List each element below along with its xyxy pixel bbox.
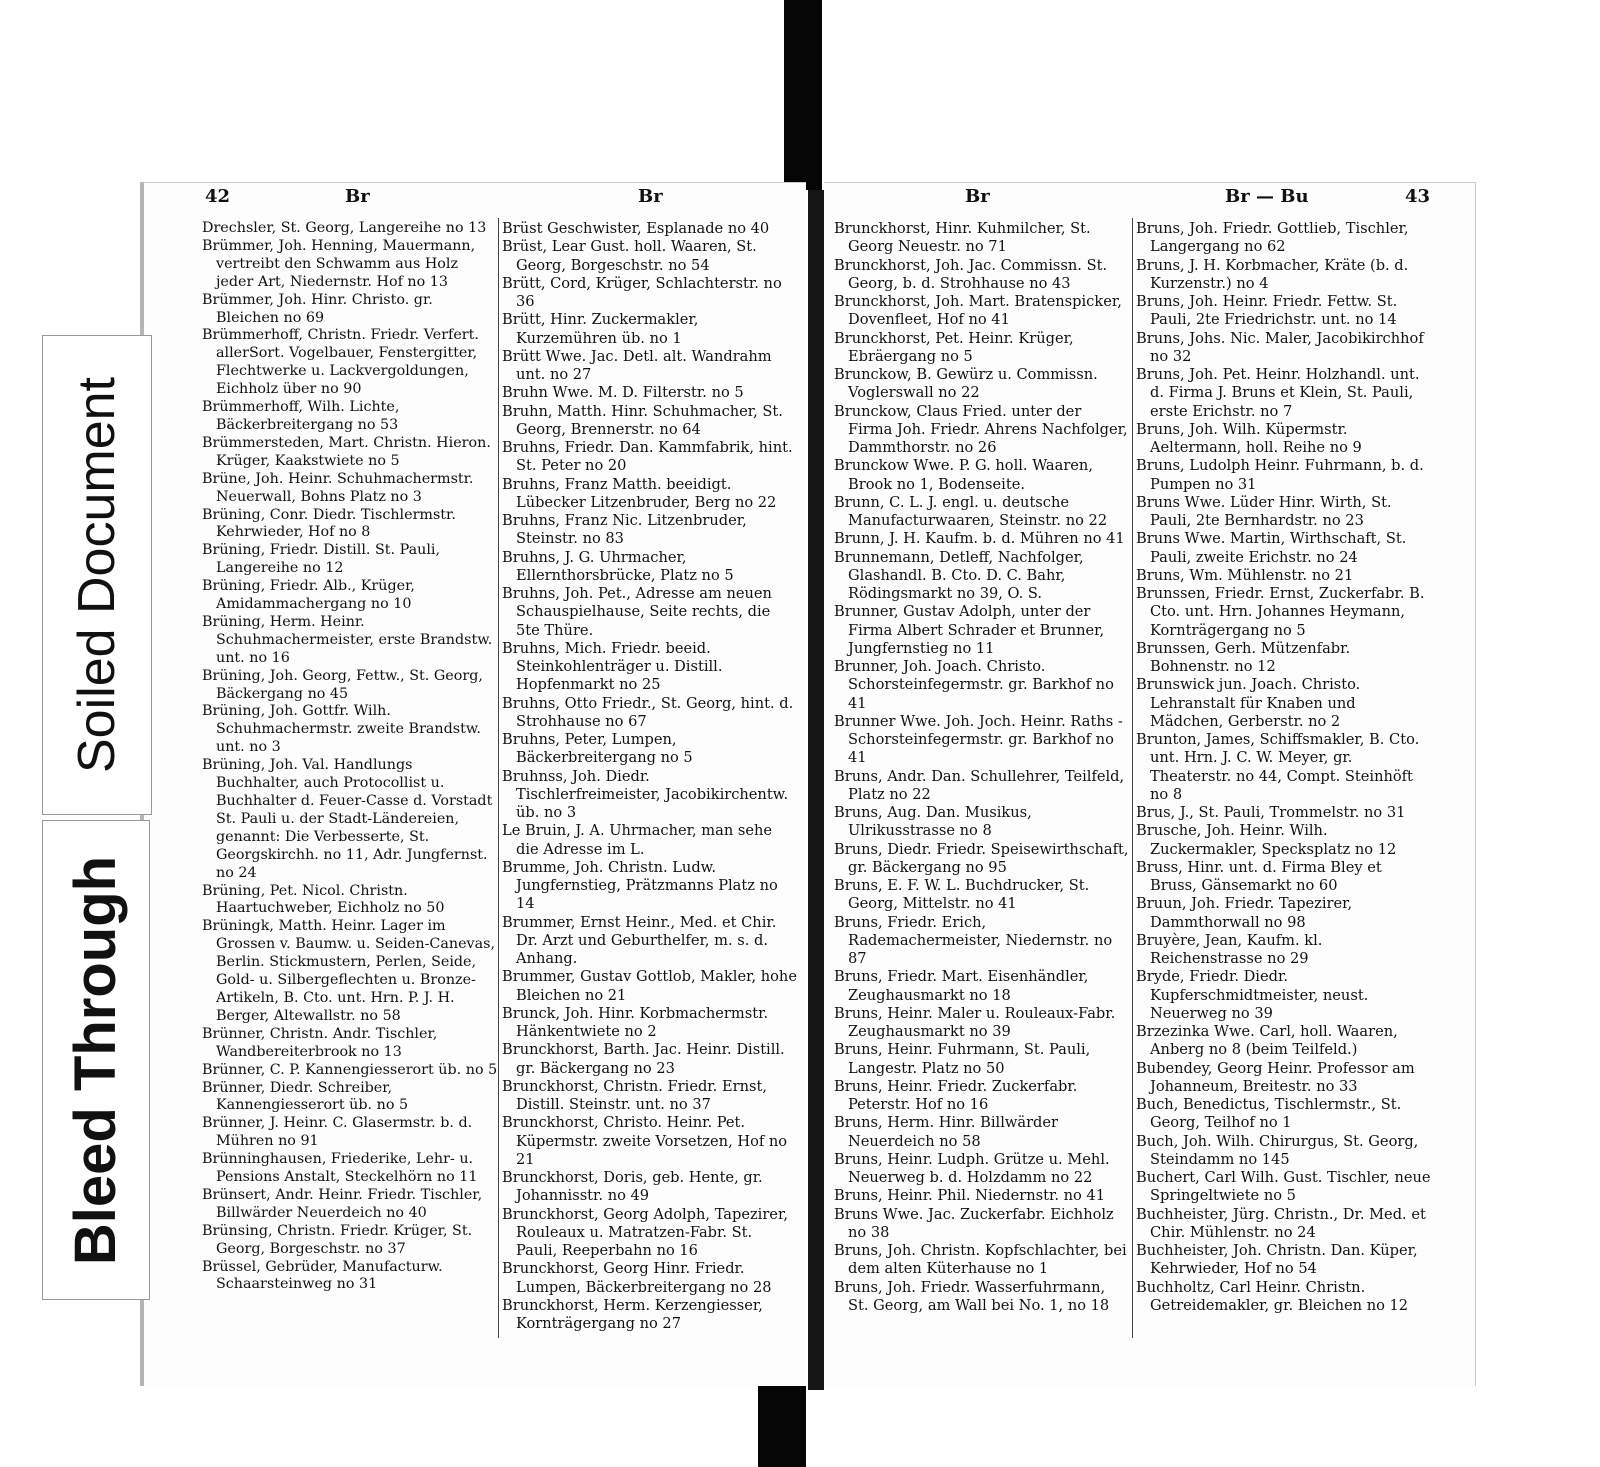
directory-entry: Brüningk, Matth. Heinr. Lager im Grossen v. Baumw. u. Seiden-Canevas, Berlin. Stickmustern, Perlen, Seide, Gold- u. Silbergeflechten u. Bronze-Artikeln, B. Cto. unt. Hrn. P. J. H. Berger, Altewallstr. no 58: [202, 918, 496, 1024]
spine-binding-top: [784, 0, 822, 190]
directory-entry: Brünner, C. P. Kannengiesserort üb. no 5: [202, 1061, 498, 1078]
directory-entry: Brunnemann, Detleff, Nachfolger, Glashandl. B. Cto. D. C. Bahr, Rödingsmarkt no 39, O. S.: [834, 548, 1084, 602]
directory-entry: Bruns Wwe. Lüder Hinr. Wirth, St. Pauli, 2te Bernhardstr. no 23: [1136, 493, 1392, 529]
directory-entry: Brus, J., St. Pauli, Trommelstr. no 31: [1136, 804, 1406, 821]
column-rule: [1132, 218, 1133, 1338]
directory-entry: Brümmerhoff, Wilh. Lichte, Bäckerbreitergang no 53: [202, 399, 400, 433]
directory-entry: Brümmersteden, Mart. Christn. Hieron. Krüger, Kaakstwiete no 5: [202, 434, 491, 469]
directory-entry: Brütt, Hinr. Zuckermakler, Kurzemühren üb. no 1: [502, 311, 699, 347]
directory-entry: Brütt Wwe. Jac. Detl. alt. Wandrahm unt. no 27: [502, 347, 772, 383]
directory-entry: Brummer, Ernst Heinr., Med. et Chir. Dr. Arzt und Geburthelfer, m. s. d. Anhang.: [502, 913, 777, 967]
directory-entry: Bryde, Friedr. Diedr. Kupferschmidtmeister, neust. Neuerweg no 39: [1136, 968, 1369, 1022]
directory-entry: Brüning, Conr. Diedr. Tischlermstr. Kehrwieder, Hof no 8: [202, 506, 456, 541]
left-page-number: 42: [205, 186, 231, 207]
directory-entry: Brunckhorst, Christn. Friedr. Ernst, Distill. Steinstr. unt. no 37: [502, 1077, 767, 1113]
directory-entry: Bruns, Heinr. Ludph. Grütze u. Mehl. Neuerweg b. d. Holzdamm no 22: [834, 1150, 1110, 1186]
right-page-column-2: [1136, 220, 1432, 1315]
directory-entry: Bruns Wwe. Jac. Zuckerfabr. Eichholz no 38: [834, 1205, 1114, 1241]
directory-entry: Brünner, J. Heinr. C. Glasermstr. b. d. Mühren no 91: [202, 1115, 473, 1150]
directory-entry: Brunn, J. H. Kaufm. b. d. Mühren no 41: [834, 530, 1125, 548]
soiled-document-text: Soiled Document: [68, 377, 126, 773]
column-rule: [498, 218, 499, 1338]
left-page-column-2: [502, 220, 798, 1333]
directory-entry: Brumme, Joh. Christn. Ludw. Jungfernstieg, Prätzmanns Platz no 14: [502, 858, 778, 913]
directory-entry: Bruns, Heinr. Maler u. Rouleaux-Fabr. Zeughausmarkt no 39: [834, 1004, 1116, 1040]
directory-entry: Bruns, Herm. Hinr. Billwärder Neuerdeich no 58: [834, 1114, 1059, 1150]
right-page-header-right: Br — Bu: [1225, 186, 1309, 207]
directory-entry: Brüning, Herm. Heinr. Schuhmachermeister, erste Brandstw. unt. no 16: [202, 613, 493, 666]
directory-entry: Bruns, Heinr. Friedr. Zuckerfabr. Peterstr. Hof no 16: [834, 1077, 1078, 1113]
directory-entry: Bruns, Joh. Christn. Kopfschlachter, bei dem alten Küterhause no 1: [834, 1242, 1127, 1278]
directory-entry: Bruns, Friedr. Mart. Eisenhändler, Zeughausmarkt no 18: [834, 968, 1089, 1004]
directory-entry: Brütt, Cord, Krüger, Schlachterstr. no 36: [502, 274, 782, 310]
directory-entry: Bruhns, Joh. Pet., Adresse am neuen Schauspielhause, Seite rechts, die 5te Thüre.: [502, 585, 772, 639]
directory-entry: Brunckhorst, Herm. Kerzengiesser, Kornträgergang no 27: [502, 1296, 763, 1332]
directory-entry: Brüssel, Gebrüder, Manufacturw. Schaarsteinweg no 31: [202, 1258, 443, 1293]
directory-entry: Brunckhorst, Georg Hinr. Friedr. Lumpen, Bäckerbreitergang no 28: [502, 1260, 772, 1296]
directory-entry: Buchheister, Jürg. Christn., Dr. Med. et Chir. Mühlenstr. no 24: [1136, 1205, 1426, 1241]
directory-entry: Bruhns, Otto Friedr., St. Georg, hint. d. Strohhause no 67: [502, 694, 794, 730]
directory-entry: Bruhnss, Joh. Diedr. Tischlerfreimeister, Jacobikirchentw. üb. no 3: [502, 767, 789, 821]
directory-entry: Bruns Wwe. Martin, Wirthschaft, St. Pauli, zweite Erichstr. no 24: [1136, 530, 1407, 566]
directory-entry: Bruns, Joh. Friedr. Gottlieb, Tischler, Langergang no 62: [1136, 220, 1409, 256]
directory-entry: Bubendey, Georg Heinr. Professor am Johanneum, Breitestr. no 33: [1136, 1059, 1415, 1095]
directory-entry: Bruhns, J. G. Uhrmacher, Ellernthorsbrücke, Platz no 5: [502, 548, 734, 584]
directory-entry: Bruns, Heinr. Phil. Niedernstr. no 41: [834, 1187, 1106, 1205]
left-page-column-1: [202, 220, 498, 1294]
directory-entry: Bruns, E. F. W. L. Buchdrucker, St. Georg, Mittelstr. no 41: [834, 877, 1090, 913]
directory-entry: Brünsing, Christn. Friedr. Krüger, St. Georg, Borgeschstr. no 37: [202, 1222, 473, 1257]
directory-entry: Brüning, Pet. Nicol. Christn. Haartuchweber, Eichholz no 50: [202, 882, 445, 917]
soiled-document-label: [42, 335, 152, 815]
directory-entry: Brunckow Wwe. P. G. holl. Waaren, Brook no 1, Bodenseite.: [834, 457, 1093, 493]
directory-entry: Bruns, Heinr. Fuhrmann, St. Pauli, Langestr. Platz no 50: [834, 1041, 1091, 1077]
directory-entry: Buchheister, Joh. Christn. Dan. Küper, Kehrwieder, Hof no 54: [1136, 1242, 1418, 1278]
directory-entry: Brümmer, Joh. Hinr. Christo. gr. Bleichen no 69: [202, 291, 433, 326]
directory-entry: Buchert, Carl Wilh. Gust. Tischler, neue Springeltwiete no 5: [1136, 1169, 1431, 1205]
spine-binding-bottom: [758, 1383, 806, 1467]
directory-entry: Brüning, Friedr. Alb., Krüger, Amidammachergang no 10: [202, 578, 415, 613]
directory-entry: Buch, Joh. Wilh. Chirurgus, St. Georg, Steindamm no 145: [1136, 1132, 1419, 1168]
directory-entry: Bruhns, Franz Matth. beeidigt. Lübecker Litzenbruder, Berg no 22: [502, 475, 777, 511]
directory-entry: Brünsert, Andr. Heinr. Friedr. Tischler, Billwärder Neuerdeich no 40: [202, 1186, 483, 1221]
directory-entry: Brümmerhoff, Christn. Friedr. Verfert. allerSort. Vogelbauer, Fenstergitter, Flechtwerke u. Lackvergoldungen, Eichholz über no 90: [202, 327, 479, 398]
directory-entry: Bruns, Andr. Dan. Schullehrer, Teilfeld, Platz no 22: [834, 767, 1125, 803]
directory-entry: Brünner, Diedr. Schreiber, Kannengiesserort üb. no 5: [202, 1079, 409, 1114]
left-page-header-left: Br: [345, 186, 370, 207]
directory-entry: Buchholtz, Carl Heinr. Christn. Getreidemakler, gr. Bleichen no 12: [1136, 1278, 1409, 1314]
directory-entry: Brunckhorst, Georg Adolph, Tapezirer, Rouleaux u. Matratzen-Fabr. St. Pauli, Reeperbahn no 16: [502, 1205, 788, 1259]
directory-entry: Bruyère, Jean, Kaufm. kl. Reichenstrasse no 29: [1136, 931, 1323, 967]
directory-entry: Brunckhorst, Joh. Mart. Bratenspicker, Dovenfleet, Hof no 41: [834, 293, 1122, 329]
right-page-header-left: Br: [965, 186, 990, 207]
directory-entry: Bruss, Hinr. unt. d. Firma Bley et Bruss, Gänsemarkt no 60: [1136, 858, 1382, 894]
directory-entry: Brunckhorst, Hinr. Kuhmilcher, St. Georg Neuestr. no 71: [834, 220, 1091, 256]
directory-entry: Brunssen, Friedr. Ernst, Zuckerfabr. B. Cto. unt. Hrn. Johannes Heymann, Kornträgergang no 5: [1136, 585, 1425, 639]
directory-entry: Brüning, Joh. Georg, Fettw., St. Georg, Bäckergang no 45: [202, 667, 483, 702]
left-page-header-right: Br: [638, 186, 663, 207]
directory-entry: Brunssen, Gerh. Mützenfabr. Bohnenstr. no 12: [1136, 639, 1351, 675]
directory-entry: Brzezinka Wwe. Carl, holl. Waaren, Anberg no 8 (beim Teilfeld.): [1136, 1023, 1398, 1059]
directory-entry: Brunn, C. L. J. engl. u. deutsche Manufacturwaaren, Steinstr. no 22: [834, 493, 1108, 529]
directory-entry: Brunckow, Claus Fried. unter der Firma Joh. Friedr. Ahrens Nachfolger, Dammthorstr. no 26: [834, 402, 1128, 456]
directory-entry: Brüst Geschwister, Esplanade no 40: [502, 220, 770, 237]
bleed-through-text: Bleed Through: [63, 855, 129, 1265]
directory-entry: Brüning, Joh. Val. Handlungs Buchhalter, auch Protocollist u. Buchhalter d. Feuer-Casse d. Vorstadt St. Pauli u. der Stadt-Ländereien, genannt: Die Verbesserte, St. Georgskirchh. no 11, Adr. Jungfernst. no 24: [202, 757, 493, 881]
directory-entry: Bruns, Friedr. Erich, Rademachermeister, Niedernstr. no 87: [834, 913, 1113, 967]
directory-entry: Brüning, Joh. Gottfr. Wilh. Schuhmachermstr. zweite Brandstw. unt. no 3: [202, 703, 481, 756]
directory-entry: Bruns, Ludolph Heinr. Fuhrmann, b. d. Pumpen no 31: [1136, 457, 1424, 493]
directory-entry: Bruns, Joh. Friedr. Wasserfuhrmann, St. Georg, am Wall bei No. 1, no 18: [834, 1278, 1110, 1314]
directory-entry: Brüst, Lear Gust. holl. Waaren, St. Georg, Borgeschstr. no 54: [502, 238, 757, 274]
directory-entry: Bruns, Aug. Dan. Musikus, Ulrikusstrasse no 8: [834, 804, 1032, 840]
directory-entry: Bruns, J. H. Korbmacher, Kräte (b. d. Kurzenstr.) no 4: [1136, 256, 1409, 292]
directory-entry: Drechsler, St. Georg, Langereihe no 13: [202, 220, 487, 236]
directory-entry: Brummer, Gustav Gottlob, Makler, hohe Bleichen no 21: [502, 968, 797, 1004]
directory-entry: Brunner Wwe. Joh. Joch. Heinr. Raths - Schorsteinfegermstr. gr. Barkhof no 41: [834, 712, 1123, 767]
directory-entry: Brunckhorst, Joh. Jac. Commissn. St. Georg, b. d. Strohhause no 43: [834, 256, 1108, 292]
directory-entry: Bruun, Joh. Friedr. Tapezirer, Dammthorwall no 98: [1136, 895, 1353, 931]
directory-entry: Brusche, Joh. Heinr. Wilh. Zuckermakler, Specksplatz no 12: [1136, 822, 1397, 858]
directory-entry: Brünner, Christn. Andr. Tischler, Wandbereiterbrook no 13: [202, 1025, 438, 1060]
directory-entry: Brunckhorst, Doris, geb. Hente, gr. Johannisstr. no 49: [502, 1169, 763, 1205]
directory-entry: Brunner, Gustav Adolph, unter der Firma Albert Schrader et Brunner, Jungfernstieg no 11: [834, 603, 1105, 657]
directory-entry: Brüning, Friedr. Distill. St. Pauli, Langereihe no 12: [202, 542, 441, 577]
directory-entry: Brunckhorst, Christo. Heinr. Pet. Küpermstr. zweite Vorsetzen, Hof no 21: [502, 1114, 788, 1168]
directory-entry: Brunswick jun. Joach. Christo. Lehranstalt für Knaben und Mädchen, Gerberstr. no 2: [1136, 676, 1361, 730]
directory-entry: Le Bruin, J. A. Uhrmacher, man sehe die Adresse im L.: [502, 822, 773, 858]
right-page-column-1: [834, 220, 1130, 1315]
directory-entry: Bruns, Joh. Heinr. Friedr. Fettw. St. Pauli, 2te Friedrichstr. unt. no 14: [1136, 293, 1398, 329]
directory-entry: Brunckow, B. Gewürz u. Commissn. Voglerswall no 22: [834, 366, 1098, 402]
directory-entry: Bruns, Diedr. Friedr. Speisewirthschaft, gr. Bäckergang no 95: [834, 840, 1129, 876]
directory-entry: Brümmer, Joh. Henning, Mauermann, vertreibt den Schwamm aus Holz jeder Art, Niedernstr. Hof no 13: [202, 237, 476, 290]
directory-entry: Brunck, Joh. Hinr. Korbmachermstr. Hänkentwiete no 2: [502, 1004, 769, 1040]
directory-entry: Bruns, Wm. Mühlenstr. no 21: [1136, 566, 1354, 584]
directory-entry: Bruhns, Peter, Lumpen, Bäckerbreitergang no 5: [502, 731, 693, 767]
directory-entry: Brunner, Joh. Joach. Christo. Schorsteinfegermstr. gr. Barkhof no 41: [834, 658, 1114, 712]
directory-entry: Brüne, Joh. Heinr. Schuhmachermstr. Neuerwall, Bohns Platz no 3: [202, 470, 474, 505]
spine-binding: [808, 190, 824, 1390]
directory-entry: Bruns, Joh. Pet. Heinr. Holzhandl. unt. d. Firma J. Bruns et Klein, St. Pauli, erste Erichstr. no 7: [1136, 366, 1420, 420]
directory-entry: Bruhns, Friedr. Dan. Kammfabrik, hint. St. Peter no 20: [502, 439, 793, 475]
bleed-through-label: [42, 820, 150, 1300]
directory-entry: Bruhns, Mich. Friedr. beeid. Steinkohlenträger u. Distill. Hopfenmarkt no 25: [502, 639, 723, 694]
directory-entry: Bruhn Wwe. M. D. Filterstr. no 5: [502, 384, 744, 402]
directory-entry: Bruhn, Matth. Hinr. Schuhmacher, St. Georg, Brennerstr. no 64: [502, 402, 783, 438]
directory-entry: Brunckhorst, Pet. Heinr. Krüger, Ebräergang no 5: [834, 329, 1074, 365]
right-page-number: 43: [1405, 186, 1431, 207]
directory-entry: Bruns, Joh. Wilh. Küpermstr. Aeltermann, holl. Reihe no 9: [1136, 420, 1362, 456]
directory-entry: Buch, Benedictus, Tischlermstr., St. Georg, Teilhof no 1: [1136, 1096, 1402, 1132]
directory-entry: Brünninghausen, Friederike, Lehr- u. Pensions Anstalt, Steckelhörn no 11: [202, 1151, 478, 1186]
directory-entry: Brunckhorst, Barth. Jac. Heinr. Distill. gr. Bäckergang no 23: [502, 1041, 785, 1077]
directory-entry: Bruns, Johs. Nic. Maler, Jacobikirchhof no 32: [1136, 329, 1424, 365]
directory-entry: Bruhns, Franz Nic. Litzenbruder, Steinstr. no 83: [502, 512, 747, 548]
directory-entry: Brunton, James, Schiffsmakler, B. Cto. unt. Hrn. J. C. W. Meyer, gr. Theaterstr. no 44, Compt. Steinhöft no 8: [1136, 731, 1420, 803]
